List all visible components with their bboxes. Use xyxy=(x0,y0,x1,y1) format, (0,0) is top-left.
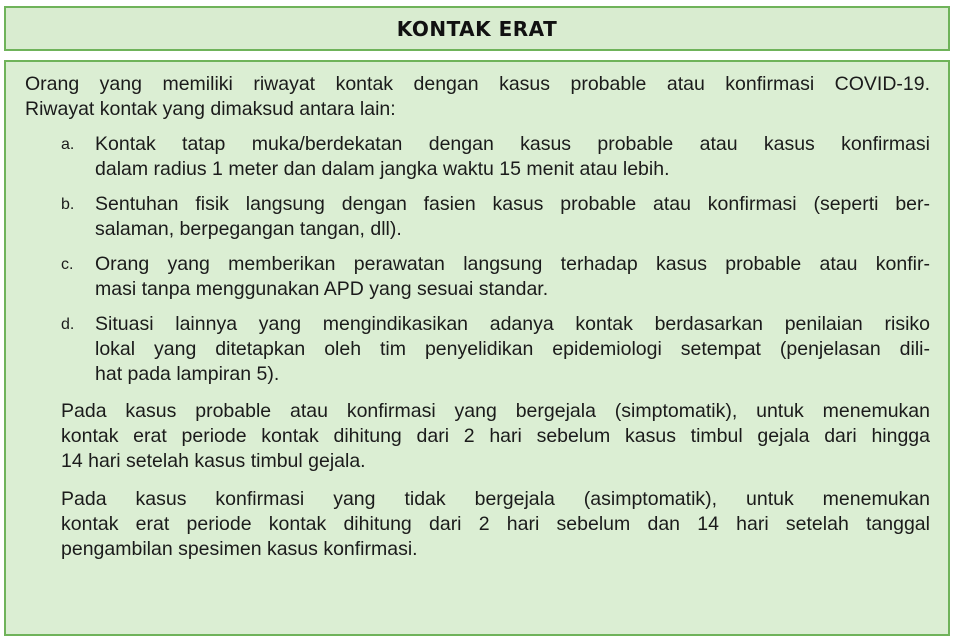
title-banner xyxy=(4,6,950,51)
list-item xyxy=(61,132,930,182)
intro-line: Riwayat kontak yang dimaksud antara lain: xyxy=(25,98,396,120)
contact-criteria-list xyxy=(25,132,930,387)
paragraph-line: Pada kasus konfirmasi yang tidak bergejala (asimptomatik), untuk menemukan xyxy=(61,488,930,510)
list-item-line: lokal yang ditetapkan oleh tim penyelidikan epidemiologi setempat (penjelasan dili- xyxy=(95,338,930,360)
list-item-line: Kontak tatap muka/berdekatan dengan kasus probable atau kasus konfirmasi xyxy=(95,133,930,155)
intro-text xyxy=(25,72,930,122)
list-item xyxy=(61,312,930,387)
list-item xyxy=(61,252,930,302)
list-item-line: Situasi lainnya yang mengindikasikan adanya kontak berdasarkan penilaian risiko xyxy=(95,313,930,335)
page-title: KONTAK ERAT xyxy=(396,16,558,41)
list-marker: b. xyxy=(61,196,75,213)
content-panel xyxy=(4,60,950,636)
paragraph-line: kontak erat periode kontak dihitung dari 2 hari sebelum dan 14 hari setelah tanggal xyxy=(61,513,930,535)
list-item-line: dalam radius 1 meter dan dalam jangka waktu 15 menit atau lebih. xyxy=(95,158,670,180)
paragraph-line: pengambilan spesimen kasus konfirmasi. xyxy=(61,538,418,560)
paragraph-line: Pada kasus probable atau konfirmasi yang bergejala (simptomatik), untuk menemukan xyxy=(61,400,930,422)
paragraph-asymptomatic xyxy=(61,487,930,562)
paragraph-symptomatic xyxy=(61,399,930,474)
list-marker: c. xyxy=(61,256,74,273)
list-item-line: masi tanpa menggunakan APD yang sesuai standar. xyxy=(95,278,549,300)
list-marker: d. xyxy=(61,316,75,333)
list-item-line: salaman, berpegangan tangan, dll). xyxy=(95,218,402,240)
list-item-line: Orang yang memberikan perawatan langsung terhadap kasus probable atau konfir- xyxy=(95,253,930,275)
list-marker: a. xyxy=(61,136,75,153)
list-item-line: Sentuhan fisik langsung dengan fasien kasus probable atau konfirmasi (seperti ber- xyxy=(95,193,930,215)
list-item xyxy=(61,192,930,242)
paragraph-line: 14 hari setelah kasus timbul gejala. xyxy=(61,450,366,472)
intro-line: Orang yang memiliki riwayat kontak dengan kasus probable atau konfirmasi COVID-19. xyxy=(25,73,930,95)
paragraph-line: kontak erat periode kontak dihitung dari 2 hari sebelum kasus timbul gejala dari hingga xyxy=(61,425,930,447)
list-item-line: hat pada lampiran 5). xyxy=(95,363,280,385)
